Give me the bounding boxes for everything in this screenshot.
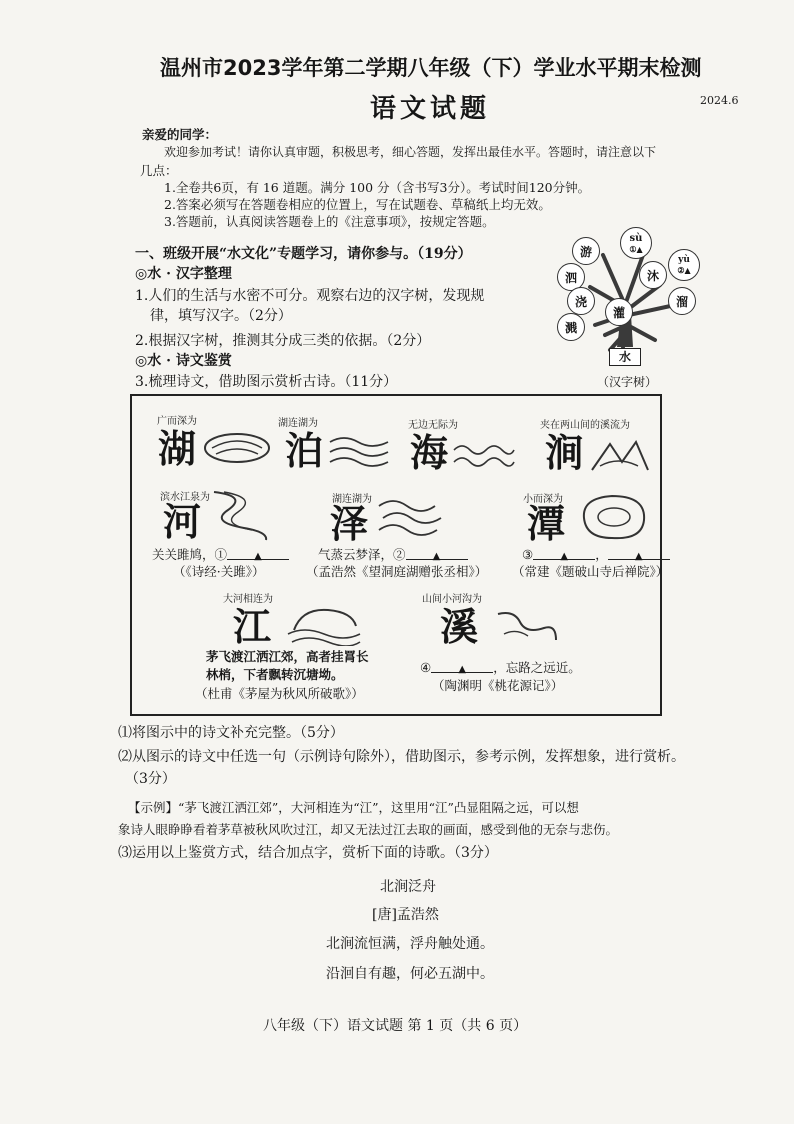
poem-he [152, 545, 289, 563]
source-he: （《诗经·关雎》） [173, 564, 265, 579]
poem-tan-text: ③ [522, 547, 534, 562]
subject-title: 语文试题 [370, 94, 491, 124]
example-line2: 象诗人眼睁睁看着茅草被秋风吹过江，却又无法过江去取的画面，感受到他的无奈与悲伤。 [118, 822, 619, 837]
marker-2: ② [677, 265, 685, 275]
pool-icon [576, 492, 650, 542]
triangle-1: ▲ [254, 551, 262, 562]
blank-su [629, 244, 642, 254]
blank-triangle: ▲ [636, 243, 643, 254]
char-hu: 湖 [158, 427, 197, 471]
stream-icon [588, 436, 650, 474]
poem-jiang-l2: 林梢，下者飘转沉塘坳。 [206, 667, 344, 682]
poem-xi [420, 658, 581, 676]
leaf-su [620, 227, 652, 259]
blank-yu [677, 265, 690, 275]
blank-1[interactable] [227, 547, 289, 560]
marsh-icon [375, 492, 447, 540]
pinyin-yu: yù [678, 255, 690, 265]
leaf-jiao: 浇 [567, 287, 595, 315]
poem-jiang-l1: 茅飞渡江洒江郊，高者挂罥长 [206, 649, 369, 664]
poem-ze-text: 气蒸云梦泽，② [318, 547, 406, 562]
note-ze: 湖连湖为 [332, 494, 372, 505]
great-river-icon [284, 600, 364, 646]
leaf-mu: 沐 [639, 261, 667, 289]
char-tan: 潭 [527, 502, 566, 546]
char-jian: 涧 [545, 431, 584, 475]
poem-title: 北涧泛舟 [380, 879, 436, 895]
source-jiang: （杜甫《茅屋为秋风所破歌》） [195, 686, 364, 701]
leaf-you: 游 [572, 237, 600, 265]
note-2: 2.答案必须写在答题卷相应的位置上，写在试题卷、草稿纸上均无效。 [164, 197, 551, 212]
q1-line1: 1.人们的生活与水密不可分。观察右边的汉字树，发现规 [135, 288, 485, 304]
note-3: 3.答题前，认真阅读答题卷上的《注意事项》，按规定答题。 [164, 214, 495, 229]
blank-triangle-2: ▲ [684, 265, 691, 275]
poem-xi-text: ④ [420, 660, 432, 675]
river-icon [208, 486, 272, 542]
intro-line2: 几点： [140, 163, 178, 178]
q3: 3.梳理诗文，借助图示赏析古诗。（11分） [135, 374, 398, 390]
leaf-yu [668, 249, 700, 281]
example-line1: 【示例】“茅飞渡江洒江郊”，大河相连为“江”，这里用“江”凸显阻隔之远，可以想 [128, 800, 579, 815]
poem-tan: ③ ▲ ， ▲ [522, 545, 670, 563]
char-he: 河 [163, 500, 202, 544]
poem-ze [318, 545, 468, 563]
leaf-guan: 灌 [605, 298, 633, 326]
q3-2-line1: ⑵从图示的诗文中任选一句（示例诗句除外），借助图示，参考示例，发挥想象，进行赏析。 [118, 749, 685, 765]
note-jiang: 大河相连为 [223, 594, 273, 605]
intro-line1: 欢迎参加考试！请你认真审题，积极思考，细心答题，发挥出最佳水平。答题时，请注意以下 [164, 145, 657, 159]
triangle-4: ▲ [458, 664, 467, 675]
pinyin-su: sù [629, 232, 643, 244]
poem-author: [唐]孟浩然 [372, 907, 439, 923]
source-tan: （常建《题破山寺后禅院》） [512, 564, 669, 579]
section1-heading: 一、班级开展“水文化”专题学习，请你参与。（19分） [135, 246, 472, 262]
q3-2-line2: （3分） [125, 771, 176, 787]
note-tan: 小而深为 [523, 494, 563, 505]
note-po: 湖连湖为 [278, 418, 318, 429]
char-ze: 泽 [330, 502, 369, 546]
tree-caption: （汉字树） [597, 375, 658, 389]
leaf-liu: 溜 [668, 287, 696, 315]
note-xi: 山间小河沟为 [422, 594, 482, 605]
ripple-icon [328, 434, 390, 470]
blank-3b[interactable] [608, 547, 670, 560]
note-jian: 夹在两山间的溪流为 [540, 420, 630, 431]
hanzi-tree [545, 215, 715, 390]
exam-title: 温州市2023学年第二学期八年级（下）学业水平期末检测 [160, 56, 702, 80]
poem-line2: 沿洄自有趣，何必五湖中。 [326, 966, 494, 982]
q3-3: ⑶运用以上鉴赏方式，结合加点字，赏析下面的诗歌。（3分） [118, 845, 498, 861]
marker-1: ① [629, 243, 637, 254]
source-ze: （孟浩然《望洞庭湖赠张丞相》） [306, 564, 488, 579]
char-hai: 海 [410, 431, 449, 475]
subsection-hanzi: ◎水 · 汉字整理 [135, 266, 232, 282]
triangle-2: ▲ [432, 551, 441, 562]
note-he: 滨水江泉为 [160, 492, 210, 503]
char-jiang: 江 [233, 605, 272, 649]
q3-1: ⑴将图示中的诗文补充完整。（5分） [118, 725, 344, 741]
creek-icon [494, 604, 560, 646]
poem-he-text: 关关雎鸠，① [152, 547, 228, 562]
tree-root: 水 [609, 348, 641, 366]
note-hu: 广而深为 [157, 416, 197, 427]
leaf-si: 泗 [557, 263, 585, 291]
source-xi: （陶渊明《桃花源记》） [432, 678, 564, 693]
blank-2[interactable] [406, 547, 468, 560]
char-xi: 溪 [440, 605, 479, 649]
subsection-poetry: ◎水 · 诗文鉴赏 [135, 353, 232, 369]
char-po: 泊 [285, 429, 324, 473]
leaf-jian: 溅 [557, 313, 585, 341]
poem-xi-tail: ，忘路之远近。 [493, 660, 581, 675]
wave-icon [452, 440, 516, 470]
lake-icon [202, 426, 272, 470]
note-hai: 无边无际为 [408, 420, 458, 431]
greeting: 亲爱的同学： [142, 127, 218, 142]
page-footer: 八年级（下）语文试题 第 1 页（共 6 页） [263, 1018, 528, 1034]
blank-3a[interactable] [533, 547, 595, 560]
q1-line2: 律，填写汉字。（2分） [150, 308, 292, 324]
poem-line1: 北涧流恒满，浮舟触处通。 [326, 936, 494, 952]
blank-4[interactable] [431, 660, 493, 673]
q2: 2.根据汉字树，推测其分成三类的依据。（2分） [135, 333, 431, 349]
exam-date: 2024.6 [700, 94, 739, 107]
note-1: 1.全卷共6页，有 16 道题。满分 100 分（含书写3分）。考试时间120分钟。 [164, 180, 591, 195]
triangle-3a: ▲ [560, 551, 569, 562]
triangle-3b: ▲ [634, 551, 643, 562]
